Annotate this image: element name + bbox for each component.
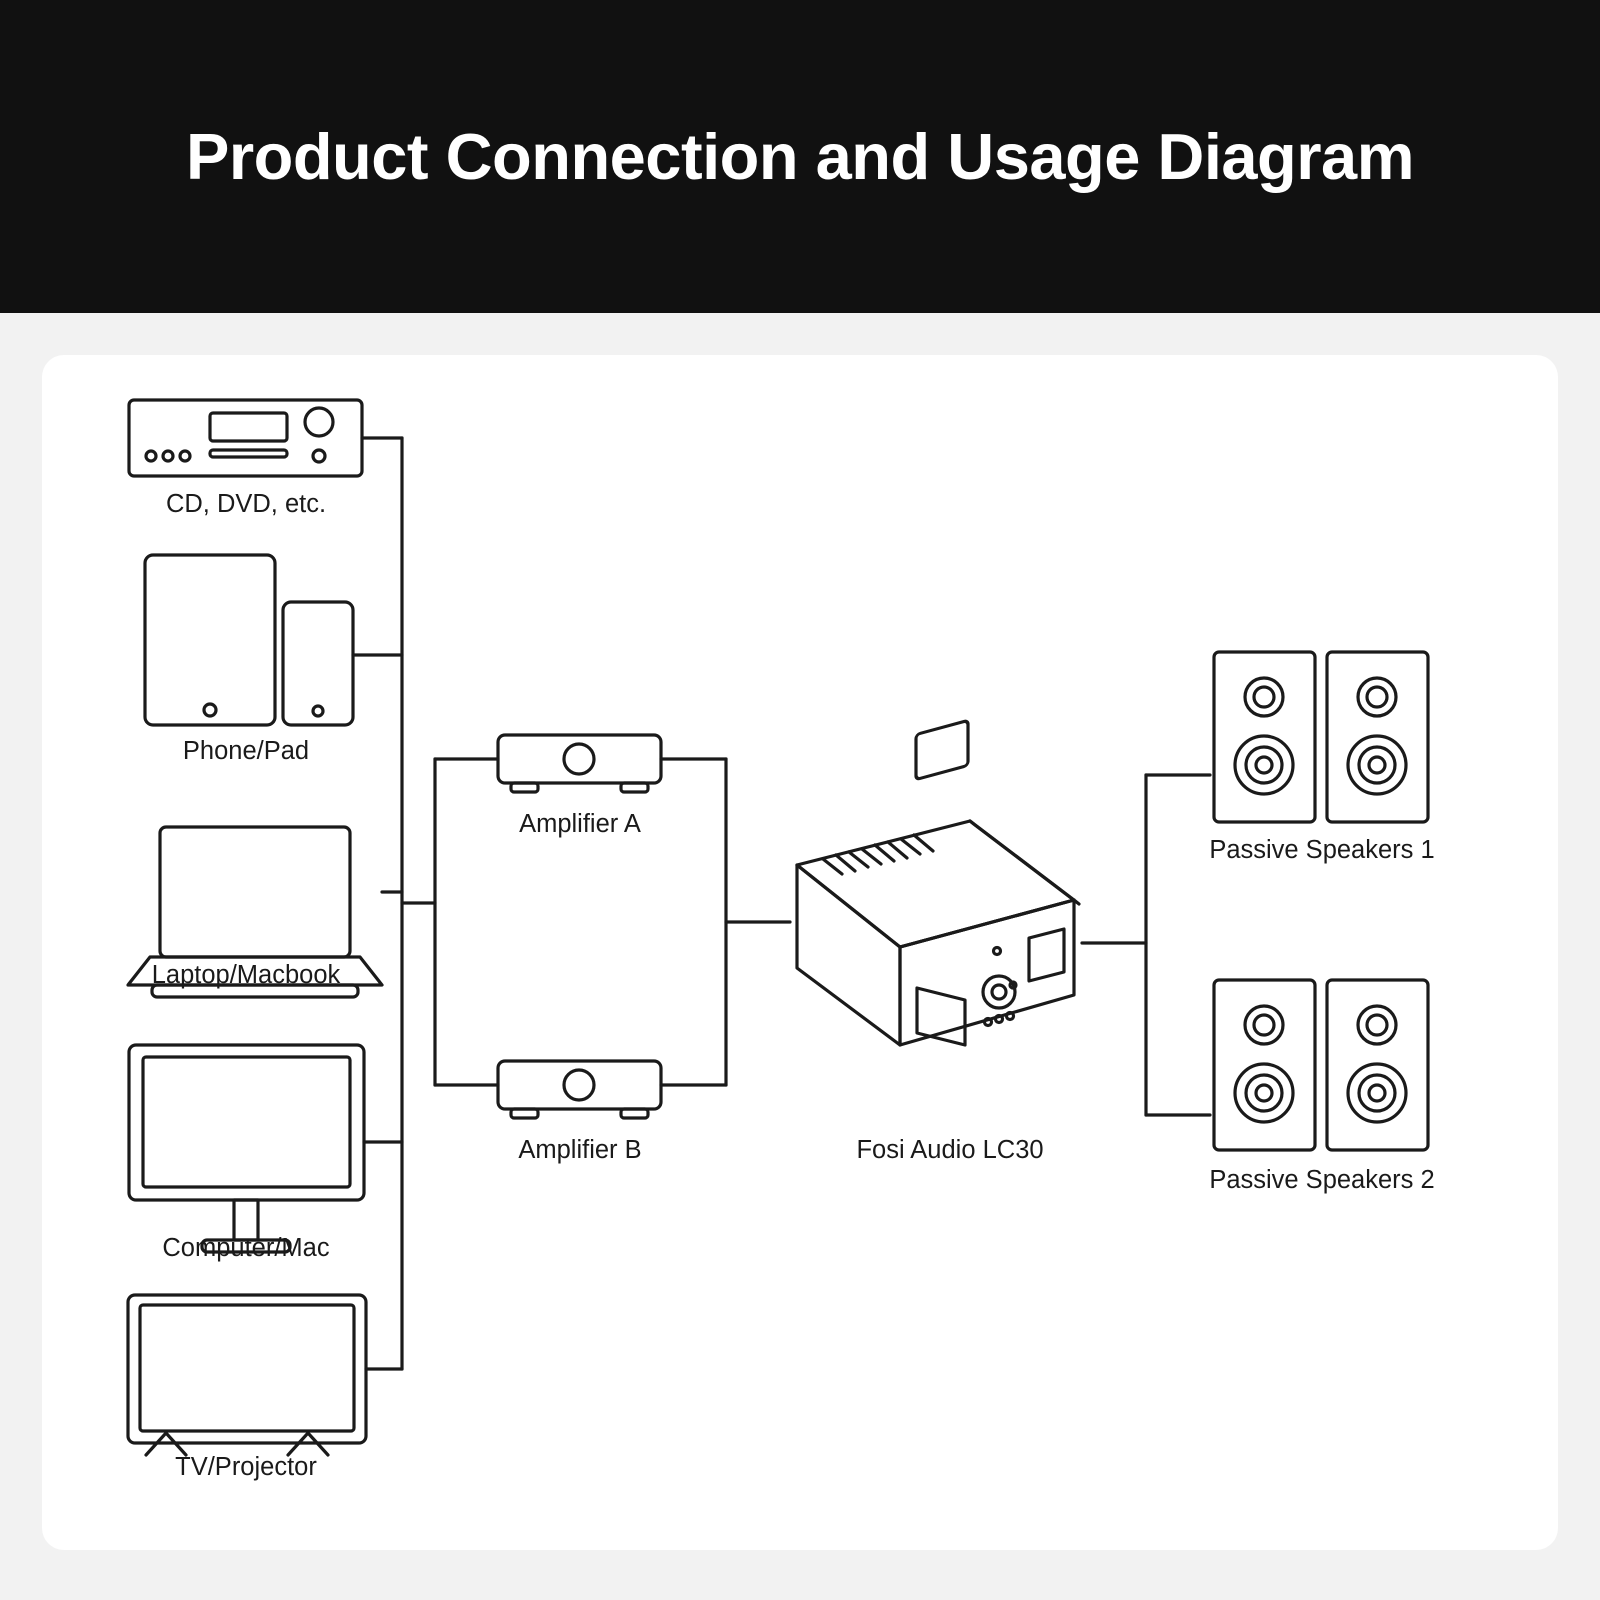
amplifier-a-icon <box>498 735 661 792</box>
source-connection-lines <box>353 438 435 1369</box>
page-title: Product Connection and Usage Diagram <box>185 120 1414 193</box>
label-fosi-audio-lc30: Fosi Audio LC30 <box>856 1136 1044 1164</box>
tv-projector-icon <box>128 1295 366 1455</box>
fosi-audio-lc30-icon <box>797 720 1079 1045</box>
amplifier-connection-lines <box>435 759 790 1085</box>
phone-pad-icon <box>145 555 353 725</box>
passive-speakers-2-icon <box>1214 980 1428 1150</box>
label-phone-pad: Phone/Pad <box>182 737 310 765</box>
label-computer-mac: Computer/Mac <box>162 1234 330 1262</box>
header-bar <box>0 0 1600 313</box>
computer-mac-icon <box>129 1045 364 1252</box>
label-tv-projector: TV/Projector <box>175 1453 317 1481</box>
label-amplifier-b: Amplifier B <box>518 1136 642 1164</box>
label-amplifier-a: Amplifier A <box>519 810 641 838</box>
connection-diagram <box>42 355 1558 1550</box>
amplifier-b-icon <box>498 1061 661 1118</box>
passive-speakers-1-icon <box>1214 652 1428 822</box>
label-passive-speakers-2: Passive Speakers 2 <box>1209 1166 1435 1194</box>
speaker-connection-lines <box>1082 775 1210 1115</box>
diagram-card <box>42 355 1558 1550</box>
label-laptop-macbook: Laptop/Macbook <box>151 961 341 989</box>
cd-dvd-icon <box>129 400 362 476</box>
label-cd-dvd: CD, DVD, etc. <box>165 490 327 518</box>
label-passive-speakers-1: Passive Speakers 1 <box>1209 836 1435 864</box>
